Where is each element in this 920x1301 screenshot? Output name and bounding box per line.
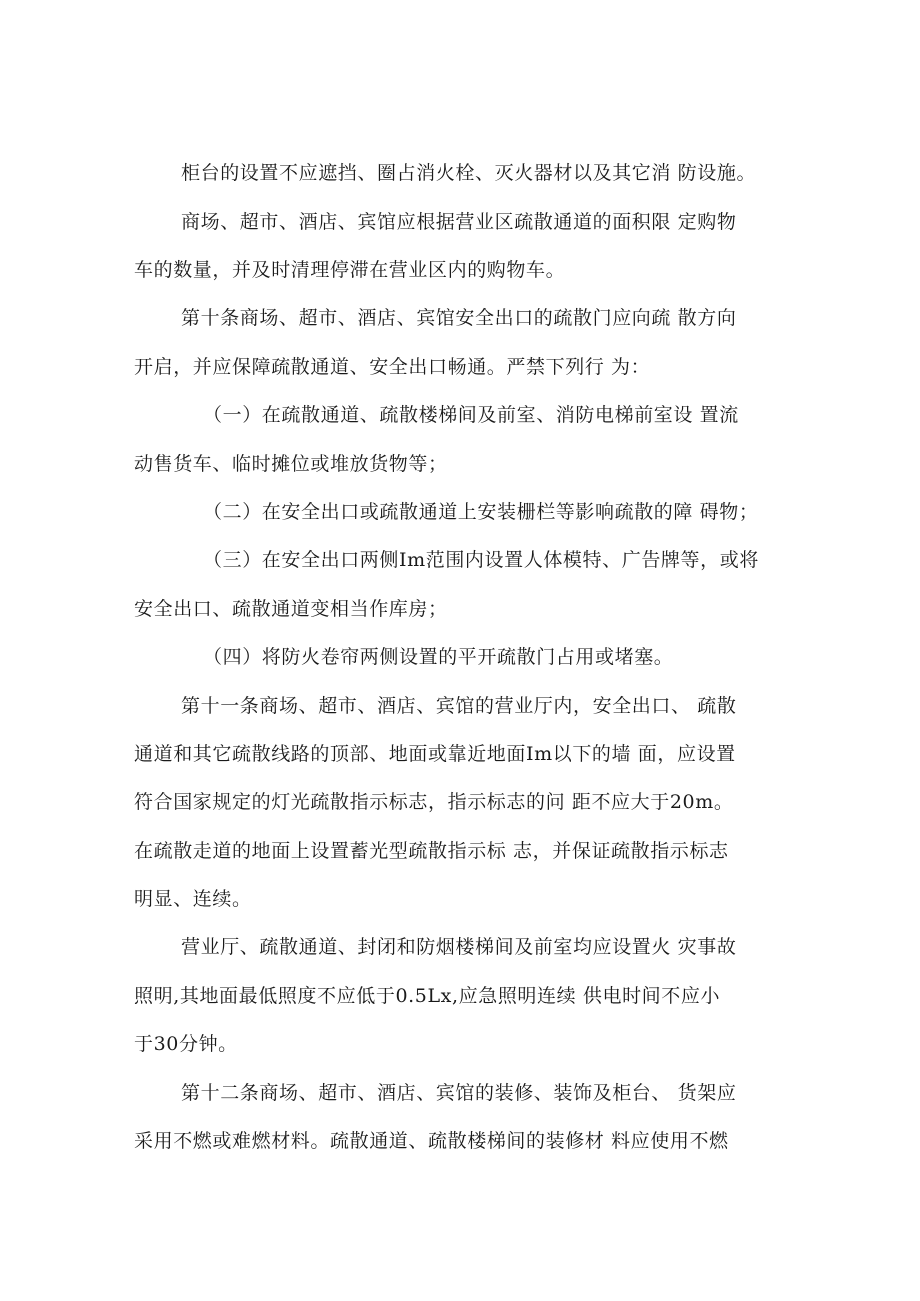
text-line: 于30分钟。 [134,1033,238,1055]
text-line: 照明,其地面最低照度不应低于0.5Lx,应急照明连续 供电时间不应小 [134,985,721,1007]
text-line: 第十条商场、超市、酒店、宾馆安全出口的疏散门应向疏 散方向 [181,307,737,329]
text-line: （二）在安全出口或疏散通道上安装栅栏等影响疏散的障 碍物； [203,501,759,523]
text-line: （一）在疏散通道、疏散楼梯间及前室、消防电梯前室设 置流 [203,404,739,426]
text-line: 开启，并应保障疏散通道、安全出口畅通。严禁下列行 为： [134,356,651,378]
text-line: （三）在安全出口两侧Im范围内设置人体模特、广告牌等，或将 [203,549,759,571]
text-line: 车的数量，并及时清理停滞在营业区内的购物车。 [134,259,566,281]
text-line: 明显、连续。 [134,888,252,910]
text-line: 符合国家规定的灯光疏散指示标志，指示标志的问 距不应大于20m。 [134,791,734,813]
text-line: （四）将防火卷帘两侧设置的平开疏散门占用或堵塞。 [203,646,674,668]
text-line: 柜台的设置不应遮挡、圈占消火栓、灭火器材以及其它消 防设施。 [181,162,757,184]
text-line: 通道和其它疏散线路的顶部、地面或靠近地面Im以下的墙 面，应设置 [134,743,736,765]
text-line: 在疏散走道的地面上设置蓄光型疏散指示标 志，并保证疏散指示标志 [134,840,729,862]
text-line: 采用不燃或难燃材料。疏散通道、疏散楼梯间的装修材 料应使用不燃 [134,1130,729,1152]
text-line: 商场、超市、酒店、宾馆应根据营业区疏散通道的面积限 定购物 [181,211,737,233]
text-line: 安全出口、疏散通道变相当作库房； [134,598,448,620]
text-line: 营业厅、疏散通道、封闭和防烟楼梯间及前室均应设置火 灾事故 [181,936,737,958]
text-line: 第十一条商场、超市、酒店、宾馆的营业厅内，安全出口、 疏散 [181,695,737,717]
text-line: 动售货车、临时摊位或堆放货物等； [134,453,448,475]
text-line: 第十二条商场、超市、酒店、宾馆的装修、装饰及柜台、 货架应 [181,1082,737,1104]
